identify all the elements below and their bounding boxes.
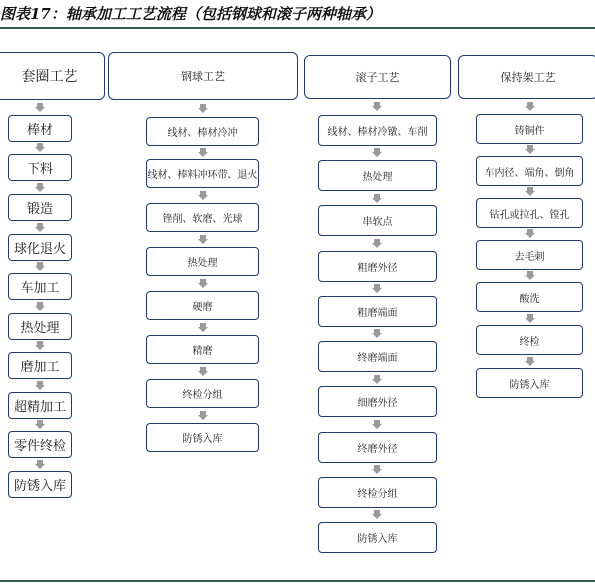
down-arrow-icon xyxy=(198,279,208,288)
ball-step-6: 精磨 xyxy=(146,335,259,364)
down-arrow-icon xyxy=(525,357,535,366)
down-arrow-icon xyxy=(372,194,382,203)
cage-step-7: 防锈入库 xyxy=(476,368,583,398)
down-arrow-icon xyxy=(525,102,535,111)
cage-step-3: 钻孔或拉孔、镗孔 xyxy=(476,198,583,228)
down-arrow-icon xyxy=(372,239,382,248)
roller-step-8: 终磨外径 xyxy=(318,432,437,463)
roller-step-5: 粗磨端面 xyxy=(318,296,437,327)
down-arrow-icon xyxy=(525,145,535,154)
ring-step-2: 下料 xyxy=(8,154,72,181)
ring-step-5: 车加工 xyxy=(8,273,72,300)
cage-step-5: 酸洗 xyxy=(476,282,583,312)
ring-step-3: 锻造 xyxy=(8,194,72,221)
roller-step-7: 细磨外径 xyxy=(318,386,437,417)
roller-step-4: 粗磨外径 xyxy=(318,251,437,282)
ball-step-4: 热处理 xyxy=(146,247,259,276)
down-arrow-icon xyxy=(198,323,208,332)
roller-step-3: 串软点 xyxy=(318,205,437,236)
ball-step-5: 硬磨 xyxy=(146,291,259,320)
down-arrow-icon xyxy=(372,102,382,111)
top-rule xyxy=(0,27,595,29)
ball-step-3: 锉削、软磨、光球 xyxy=(146,203,259,232)
ring-step-9: 零件终检 xyxy=(8,431,72,458)
down-arrow-icon xyxy=(372,148,382,157)
ball-step-7: 终检分组 xyxy=(146,379,259,408)
header-ring-process: 套圈工艺 xyxy=(0,52,105,100)
down-arrow-icon xyxy=(35,381,45,390)
down-arrow-icon xyxy=(198,411,208,420)
down-arrow-icon xyxy=(35,223,45,232)
down-arrow-icon xyxy=(372,510,382,519)
down-arrow-icon xyxy=(372,420,382,429)
down-arrow-icon xyxy=(198,367,208,376)
ball-step-2: 线材、棒料冲环带、退火 xyxy=(146,159,259,188)
down-arrow-icon xyxy=(372,284,382,293)
ring-step-8: 超精加工 xyxy=(8,392,72,419)
down-arrow-icon xyxy=(525,271,535,280)
ring-step-1: 棒材 xyxy=(8,115,72,142)
header-ball-process: 钢球工艺 xyxy=(108,52,298,100)
ring-step-4: 球化退火 xyxy=(8,234,72,261)
ring-step-7: 磨加工 xyxy=(8,352,72,379)
roller-step-10: 防锈入库 xyxy=(318,522,437,553)
cage-step-2: 车内径、端角、倒角 xyxy=(476,156,583,186)
down-arrow-icon xyxy=(372,375,382,384)
ring-step-10: 防锈入库 xyxy=(8,471,72,498)
down-arrow-icon xyxy=(35,262,45,271)
down-arrow-icon xyxy=(198,148,208,157)
ball-step-8: 防锈入库 xyxy=(146,423,259,452)
down-arrow-icon xyxy=(198,235,208,244)
cage-step-4: 去毛刺 xyxy=(476,240,583,270)
roller-step-6: 终磨端面 xyxy=(318,341,437,372)
down-arrow-icon xyxy=(198,104,208,113)
cage-step-6: 终检 xyxy=(476,325,583,355)
down-arrow-icon xyxy=(525,314,535,323)
down-arrow-icon xyxy=(35,143,45,152)
cage-step-1: 铸铜件 xyxy=(476,114,583,144)
down-arrow-icon xyxy=(35,103,45,112)
down-arrow-icon xyxy=(35,420,45,429)
header-cage-process: 保持架工艺 xyxy=(458,55,595,99)
down-arrow-icon xyxy=(35,302,45,311)
down-arrow-icon xyxy=(198,191,208,200)
down-arrow-icon xyxy=(35,341,45,350)
roller-step-2: 热处理 xyxy=(318,160,437,191)
down-arrow-icon xyxy=(372,329,382,338)
down-arrow-icon xyxy=(525,187,535,196)
figure-title: 图表17：轴承加工工艺流程（包括钢球和滚子两种轴承） xyxy=(0,5,381,23)
down-arrow-icon xyxy=(35,460,45,469)
down-arrow-icon xyxy=(35,183,45,192)
ball-step-1: 线材、棒材冷冲 xyxy=(146,117,259,146)
down-arrow-icon xyxy=(372,465,382,474)
roller-step-1: 线材、棒材冷镦、车削 xyxy=(318,115,437,146)
roller-step-9: 终检分组 xyxy=(318,477,437,508)
bottom-rule xyxy=(0,580,595,582)
down-arrow-icon xyxy=(525,229,535,238)
header-roller-process: 滚子工艺 xyxy=(304,55,451,99)
ring-step-6: 热处理 xyxy=(8,313,72,340)
